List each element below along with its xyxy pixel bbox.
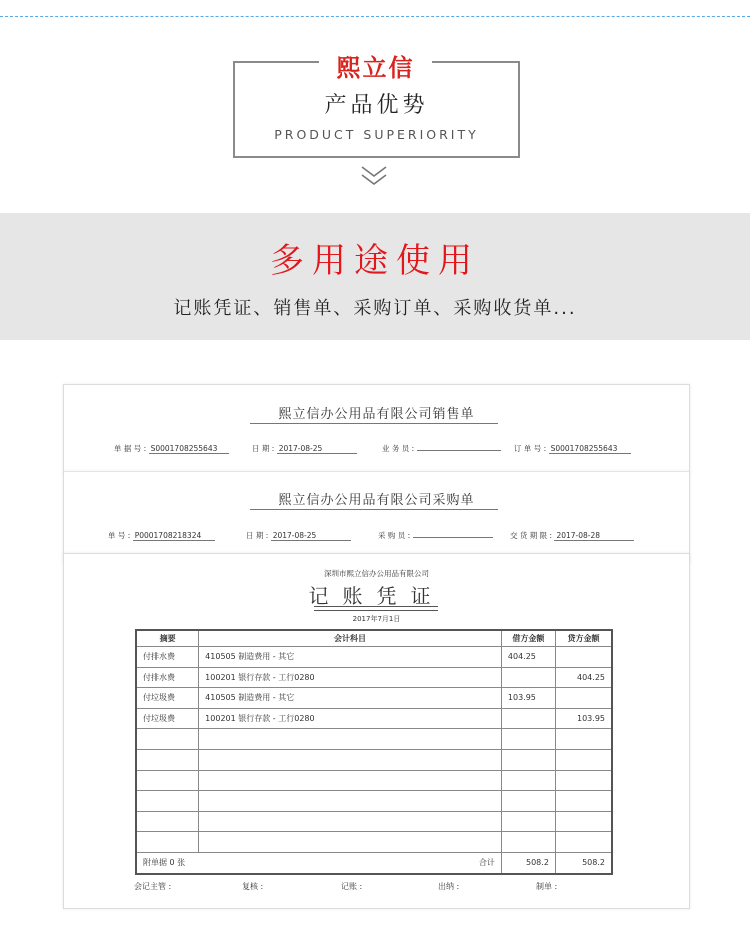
table-row-empty bbox=[136, 791, 612, 812]
cell-debit bbox=[501, 667, 555, 688]
total-debit: 508.2 bbox=[501, 852, 555, 873]
cell-credit bbox=[555, 647, 612, 668]
voucher-title-underline bbox=[314, 606, 438, 611]
sales-staff-field: 业 务 员 : bbox=[382, 443, 501, 454]
signature-preparer: 制单 : bbox=[536, 882, 558, 891]
cell-debit: 103.95 bbox=[501, 688, 555, 709]
section-title-en: PRODUCT SUPERIORITY bbox=[274, 127, 479, 142]
sales-form-title: 熙立信办公用品有限公司销售单 bbox=[278, 407, 475, 422]
purchase-doc-no-field: 单 号 : P0001708218324 bbox=[108, 530, 215, 541]
table-total-row bbox=[136, 852, 612, 873]
table-row bbox=[136, 688, 612, 709]
section-title-cn: 产品优势 bbox=[324, 93, 429, 118]
table-row bbox=[136, 647, 612, 668]
sales-title-underline bbox=[250, 423, 498, 424]
signature-cashier: 出纳 : bbox=[438, 882, 460, 891]
cell-debit: 404.25 bbox=[501, 647, 555, 668]
sales-date-value: 2017-08-25 bbox=[277, 444, 357, 454]
purchase-date-field: 日 期 : 2017-08-25 bbox=[246, 530, 351, 541]
brand-frame-top-left bbox=[233, 61, 319, 63]
table-row bbox=[136, 708, 612, 729]
cell-debit bbox=[501, 708, 555, 729]
sales-order-no-field: 订 单 号 : S0001708255643 bbox=[514, 443, 631, 454]
col-summary: 摘要 bbox=[136, 630, 199, 647]
total-credit: 508.2 bbox=[555, 852, 612, 873]
signature-reviewer: 复核 : bbox=[242, 882, 264, 891]
top-dashed-divider bbox=[0, 16, 750, 17]
cell-account: 100201 银行存款 - 工行0280 bbox=[199, 708, 502, 729]
voucher-sheet bbox=[63, 553, 690, 909]
table-row-empty bbox=[136, 832, 612, 853]
signature-bookkeeper: 记账 : bbox=[341, 882, 363, 891]
purchase-form-sheet bbox=[63, 471, 690, 563]
cell-summary: 付排水费 bbox=[136, 647, 199, 668]
cell-summary: 付垃圾费 bbox=[136, 688, 199, 709]
col-debit: 借方金额 bbox=[501, 630, 555, 647]
table-row-empty bbox=[136, 770, 612, 791]
table-row bbox=[136, 667, 612, 688]
voucher-title: 记账凭证 bbox=[308, 584, 445, 608]
total-label: 合计 bbox=[478, 858, 495, 868]
sales-staff-value bbox=[417, 450, 501, 451]
attachments-count: 附单据 0 张 bbox=[143, 858, 186, 868]
voucher-date: 2017年7月1日 bbox=[352, 615, 401, 623]
purchase-title-underline bbox=[250, 509, 498, 510]
purchase-due-field: 交 货 期 限 : 2017-08-28 bbox=[510, 530, 634, 541]
cell-account: 410505 制造费用 - 其它 bbox=[199, 647, 502, 668]
cell-account: 100201 银行存款 - 工行0280 bbox=[199, 667, 502, 688]
purchase-doc-no-value: P0001708218324 bbox=[133, 531, 215, 541]
sales-order-no-value: S0001708255643 bbox=[549, 444, 631, 454]
table-row-empty bbox=[136, 811, 612, 832]
table-header-row bbox=[136, 630, 612, 647]
cell-account: 410505 制造费用 - 其它 bbox=[199, 688, 502, 709]
col-credit: 贷方金额 bbox=[555, 630, 612, 647]
brand-name: 熙立信 bbox=[336, 54, 415, 82]
sales-doc-no-value: S0001708255643 bbox=[149, 444, 229, 454]
sales-date-field: 日 期 : 2017-08-25 bbox=[252, 443, 357, 454]
total-cell bbox=[136, 852, 501, 873]
cell-credit: 103.95 bbox=[555, 708, 612, 729]
cell-credit bbox=[555, 688, 612, 709]
banner-title: 多用途使用 bbox=[270, 241, 480, 281]
voucher-company: 深圳市熙立信办公用品有限公司 bbox=[324, 569, 429, 578]
purchase-due-value: 2017-08-28 bbox=[554, 531, 634, 541]
cell-summary: 付排水费 bbox=[136, 667, 199, 688]
sales-form-sheet bbox=[63, 384, 690, 474]
col-account: 会计科目 bbox=[199, 630, 502, 647]
signature-supervisor: 会记主管 : bbox=[134, 882, 172, 891]
purchase-form-title: 熙立信办公用品有限公司采购单 bbox=[278, 493, 475, 508]
sales-doc-no-field: 单 据 号 : S0001708255643 bbox=[114, 443, 229, 454]
banner-subtitle: 记账凭证、销售单、采购订单、采购收货单... bbox=[173, 298, 577, 319]
cell-credit: 404.25 bbox=[555, 667, 612, 688]
purchase-date-value: 2017-08-25 bbox=[271, 531, 351, 541]
purchase-buyer-value bbox=[413, 537, 493, 538]
cell-summary: 付垃圾费 bbox=[136, 708, 199, 729]
brand-frame-top-right bbox=[432, 61, 518, 63]
table-row-empty bbox=[136, 749, 612, 770]
voucher-table bbox=[135, 629, 613, 875]
table-row-empty bbox=[136, 729, 612, 750]
chevron-down-icon bbox=[359, 164, 389, 188]
purchase-buyer-field: 采 购 员 : bbox=[378, 530, 493, 541]
